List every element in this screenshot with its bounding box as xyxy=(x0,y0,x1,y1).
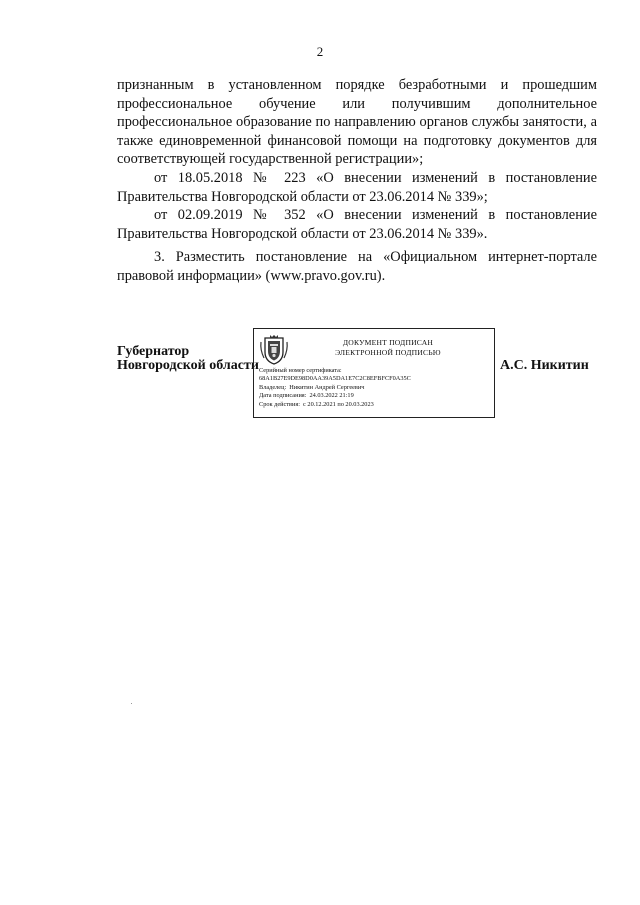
signatory-title-line2: Новгородской области xyxy=(117,358,259,373)
certificate-owner-value: Никитин Андрей Сергеевич xyxy=(289,383,365,391)
validity-period-label: Срок действия: xyxy=(259,400,301,408)
signatory-title xyxy=(117,345,259,373)
page-number: 2 xyxy=(316,44,324,59)
stamp-heading-line2: ЭЛЕКТРОННОЙ ПОДПИСЬЮ xyxy=(335,348,441,357)
signing-date-row xyxy=(259,392,411,400)
certificate-owner-row xyxy=(259,384,411,392)
coat-of-arms-icon xyxy=(259,334,289,366)
signatory-name: А.С. Никитин xyxy=(500,358,589,373)
stamp-details xyxy=(259,367,411,409)
paragraph-continuation: признанным в установленном порядке безработными и прошедшим профессиональное обучение или получившим дополнительное профессиональное образование по направлению органов службы занятости, а также единовременной финансовой помощи на подготовку документов для соответствующей государственной регистрации»; xyxy=(117,77,597,168)
stamp-heading xyxy=(288,338,488,358)
electronic-signature-stamp xyxy=(253,328,495,418)
validity-period-value: с 20.12.2021 по 20.03.2023 xyxy=(303,400,374,408)
signatory-title-line1: Губернатор xyxy=(117,344,190,359)
paragraph-publication: 3. Разместить постановление на «Официальном интернет-портале правовой информации» (www.pravo.gov.ru). xyxy=(117,249,597,284)
certificate-serial-value: 68A1B27E9DE98D0AA39A5DA1E7C2C8EFBFCF0A35C xyxy=(259,375,411,383)
scan-speck xyxy=(131,703,132,704)
paragraph-amendment-2019: от 02.09.2019 № 352 «О внесении изменений в постановление Правительства Новгородской области от 23.06.2014 № 339». xyxy=(117,207,597,242)
validity-period-row xyxy=(259,401,411,409)
signing-date-label: Дата подписания: xyxy=(259,392,307,400)
signing-date-value: 24.03.2022 21:19 xyxy=(309,392,354,400)
stamp-heading-line1: ДОКУМЕНТ ПОДПИСАН xyxy=(342,338,434,347)
document-body xyxy=(117,76,597,286)
certificate-serial-label: Серийный номер сертификата: xyxy=(259,367,342,374)
paragraph-amendment-2018: от 18.05.2018 № 223 «О внесении изменений в постановление Правительства Новгородской области от 23.06.2014 № 339»; xyxy=(117,169,597,205)
certificate-owner-label: Владелец: xyxy=(259,383,287,391)
